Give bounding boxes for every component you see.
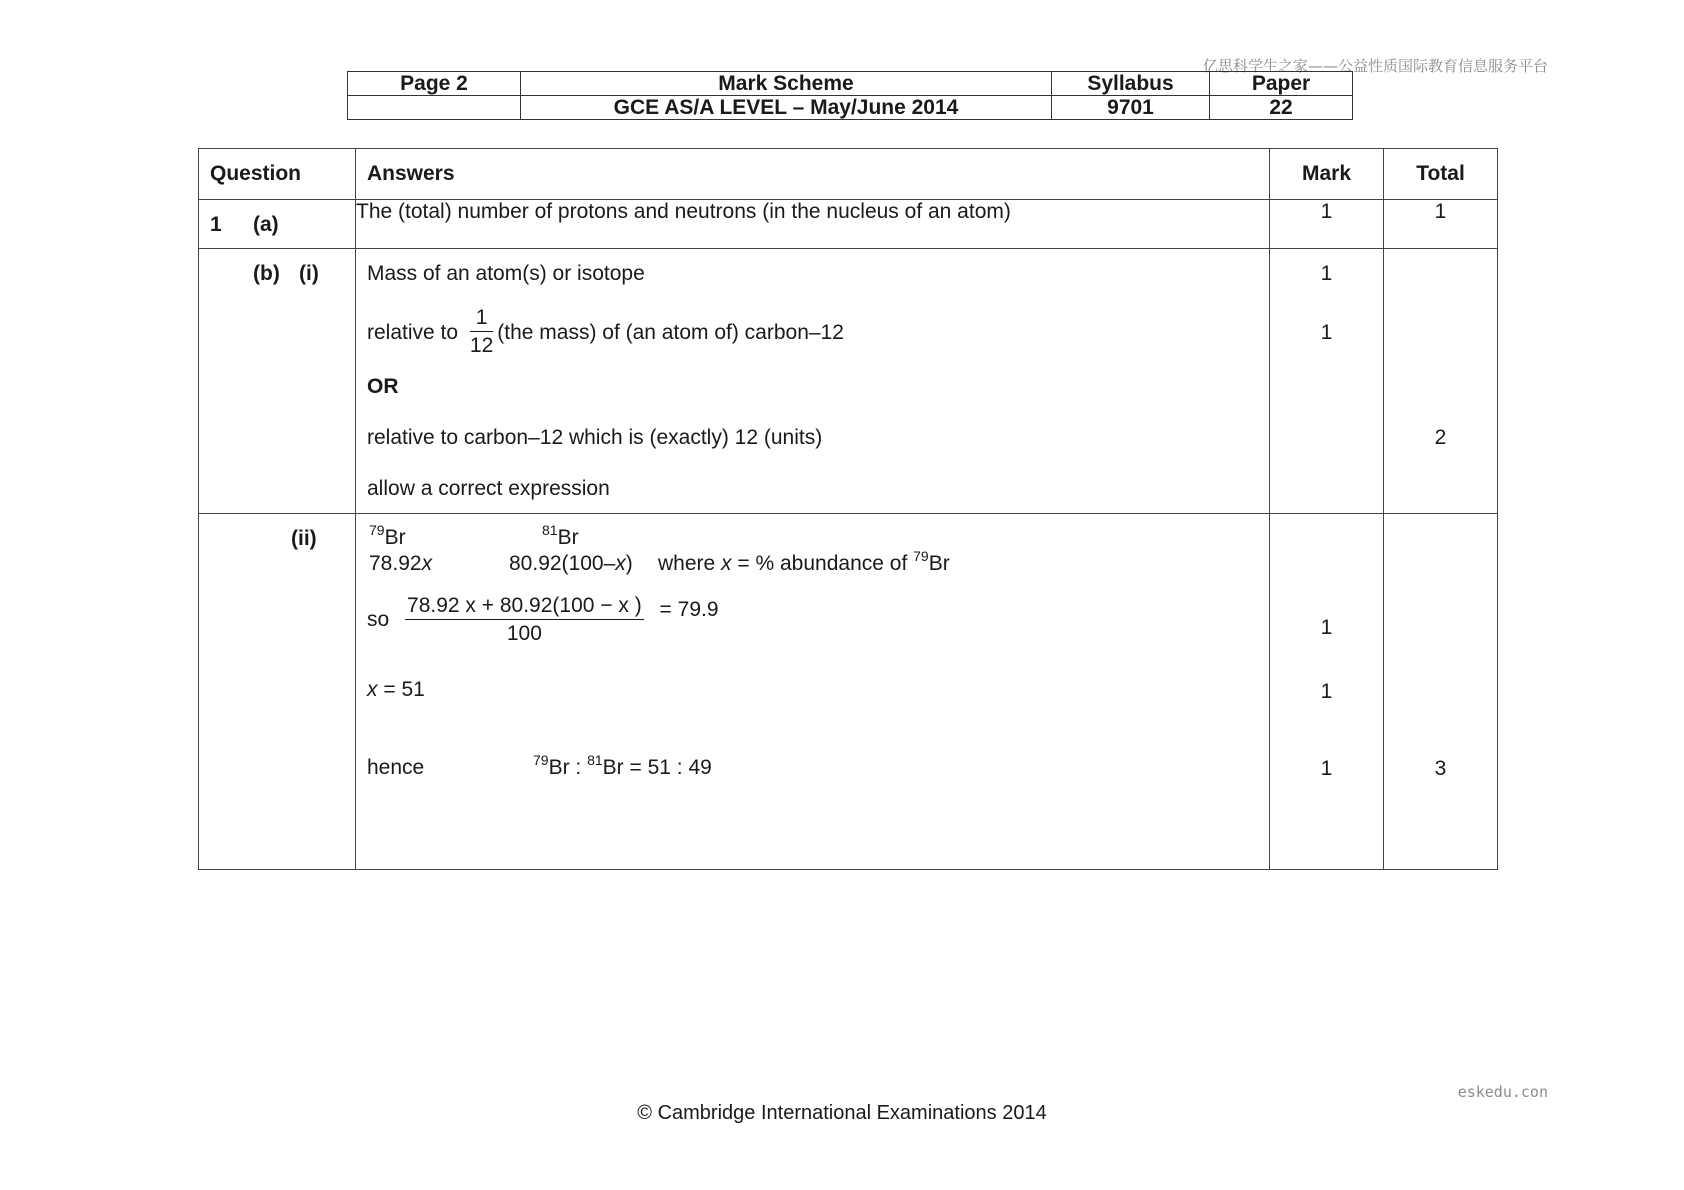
mark-value: 1 <box>1320 757 1333 780</box>
copyright-footer: © Cambridge International Examinations 2014 <box>637 1102 1047 1124</box>
equation: so $\frac{78.92 x + 80.92(100 - x )}{100}$ = 79.9 <box>367 594 719 645</box>
page-label: Page 2 <box>348 72 521 96</box>
value-79: 78.92x <box>369 552 433 575</box>
watermark-top: 亿思科学生之家——公益性质国际教育信息服务平台 <box>1202 57 1548 75</box>
mark-cell: 1 <box>1270 200 1384 249</box>
col-answers: Answers <box>356 149 1270 200</box>
table-header-row <box>199 149 1498 200</box>
hence-label: hence <box>367 756 425 779</box>
where-definition: where x = % abundance of $^{79}$Br <box>658 548 950 575</box>
answer-line: Mass of an atom(s) or isotope <box>367 262 645 285</box>
total-value: 2 <box>1434 426 1447 449</box>
mark-scheme-label: Mark Scheme <box>521 72 1052 96</box>
question-number: 1 <box>210 213 222 236</box>
isotope-79-label: $^{79}$Br <box>369 522 406 549</box>
answer-line: relative to $\frac{1}{12}$ (the mass) of (an atom of) carbon–12 <box>367 306 844 357</box>
col-mark: Mark <box>1270 149 1384 200</box>
abundance-fraction: $\frac{78.92 x + 80.92(100 - x )}{100}$ <box>407 594 642 645</box>
mark-scheme-table <box>198 148 1498 870</box>
isotope-ratio: $^{79}$Br : $^{81}$Br = 51 : 49 <box>533 752 712 779</box>
value-81: 80.92(100–x) <box>509 552 633 575</box>
answer-cell <box>356 249 1270 514</box>
paper-label: Paper <box>1210 72 1353 96</box>
mark-value: 1 <box>1320 616 1333 639</box>
watermark-bottom: eskedu.con <box>1457 1083 1548 1101</box>
question-subpart: (ii) <box>291 527 317 550</box>
total-value: 3 <box>1434 757 1447 780</box>
mark-cell <box>1270 514 1384 870</box>
question-part: (a) <box>253 213 279 236</box>
fraction-one-twelfth: $\frac{1}{12}$ <box>469 306 494 357</box>
table-row <box>199 514 1498 870</box>
mark-cell <box>1270 249 1384 514</box>
exam-title: GCE AS/A LEVEL – May/June 2014 <box>521 96 1052 120</box>
mark-value: 1 <box>1320 680 1333 703</box>
answer-line: allow a correct expression <box>367 477 610 500</box>
mark-value: 1 <box>1320 262 1333 285</box>
header-table <box>347 71 1353 120</box>
question-cell <box>199 249 356 514</box>
paper-number: 22 <box>1210 96 1353 120</box>
answer-cell <box>356 514 1270 870</box>
or-label: OR <box>367 375 399 398</box>
question-cell <box>199 200 356 249</box>
question-cell <box>199 514 356 870</box>
isotope-81-label: $^{81}$Br <box>542 522 579 549</box>
answer-line: relative to carbon–12 which is (exactly) 12 (units) <box>367 426 823 449</box>
question-part: (b) <box>253 262 280 285</box>
table-row <box>199 200 1498 249</box>
table-row <box>199 249 1498 514</box>
total-cell <box>1384 249 1498 514</box>
question-subpart: (i) <box>299 262 319 285</box>
col-question: Question <box>199 149 356 200</box>
mark-value: 1 <box>1320 321 1333 344</box>
syllabus-label: Syllabus <box>1052 72 1210 96</box>
total-cell <box>1384 514 1498 870</box>
total-cell: 1 <box>1384 200 1498 249</box>
col-total: Total <box>1384 149 1498 200</box>
page-blank <box>348 96 521 120</box>
syllabus-code: 9701 <box>1052 96 1210 120</box>
answer-cell: The (total) number of protons and neutrons (in the nucleus of an atom) <box>356 200 1270 249</box>
x-result: x = 51 <box>367 678 425 701</box>
